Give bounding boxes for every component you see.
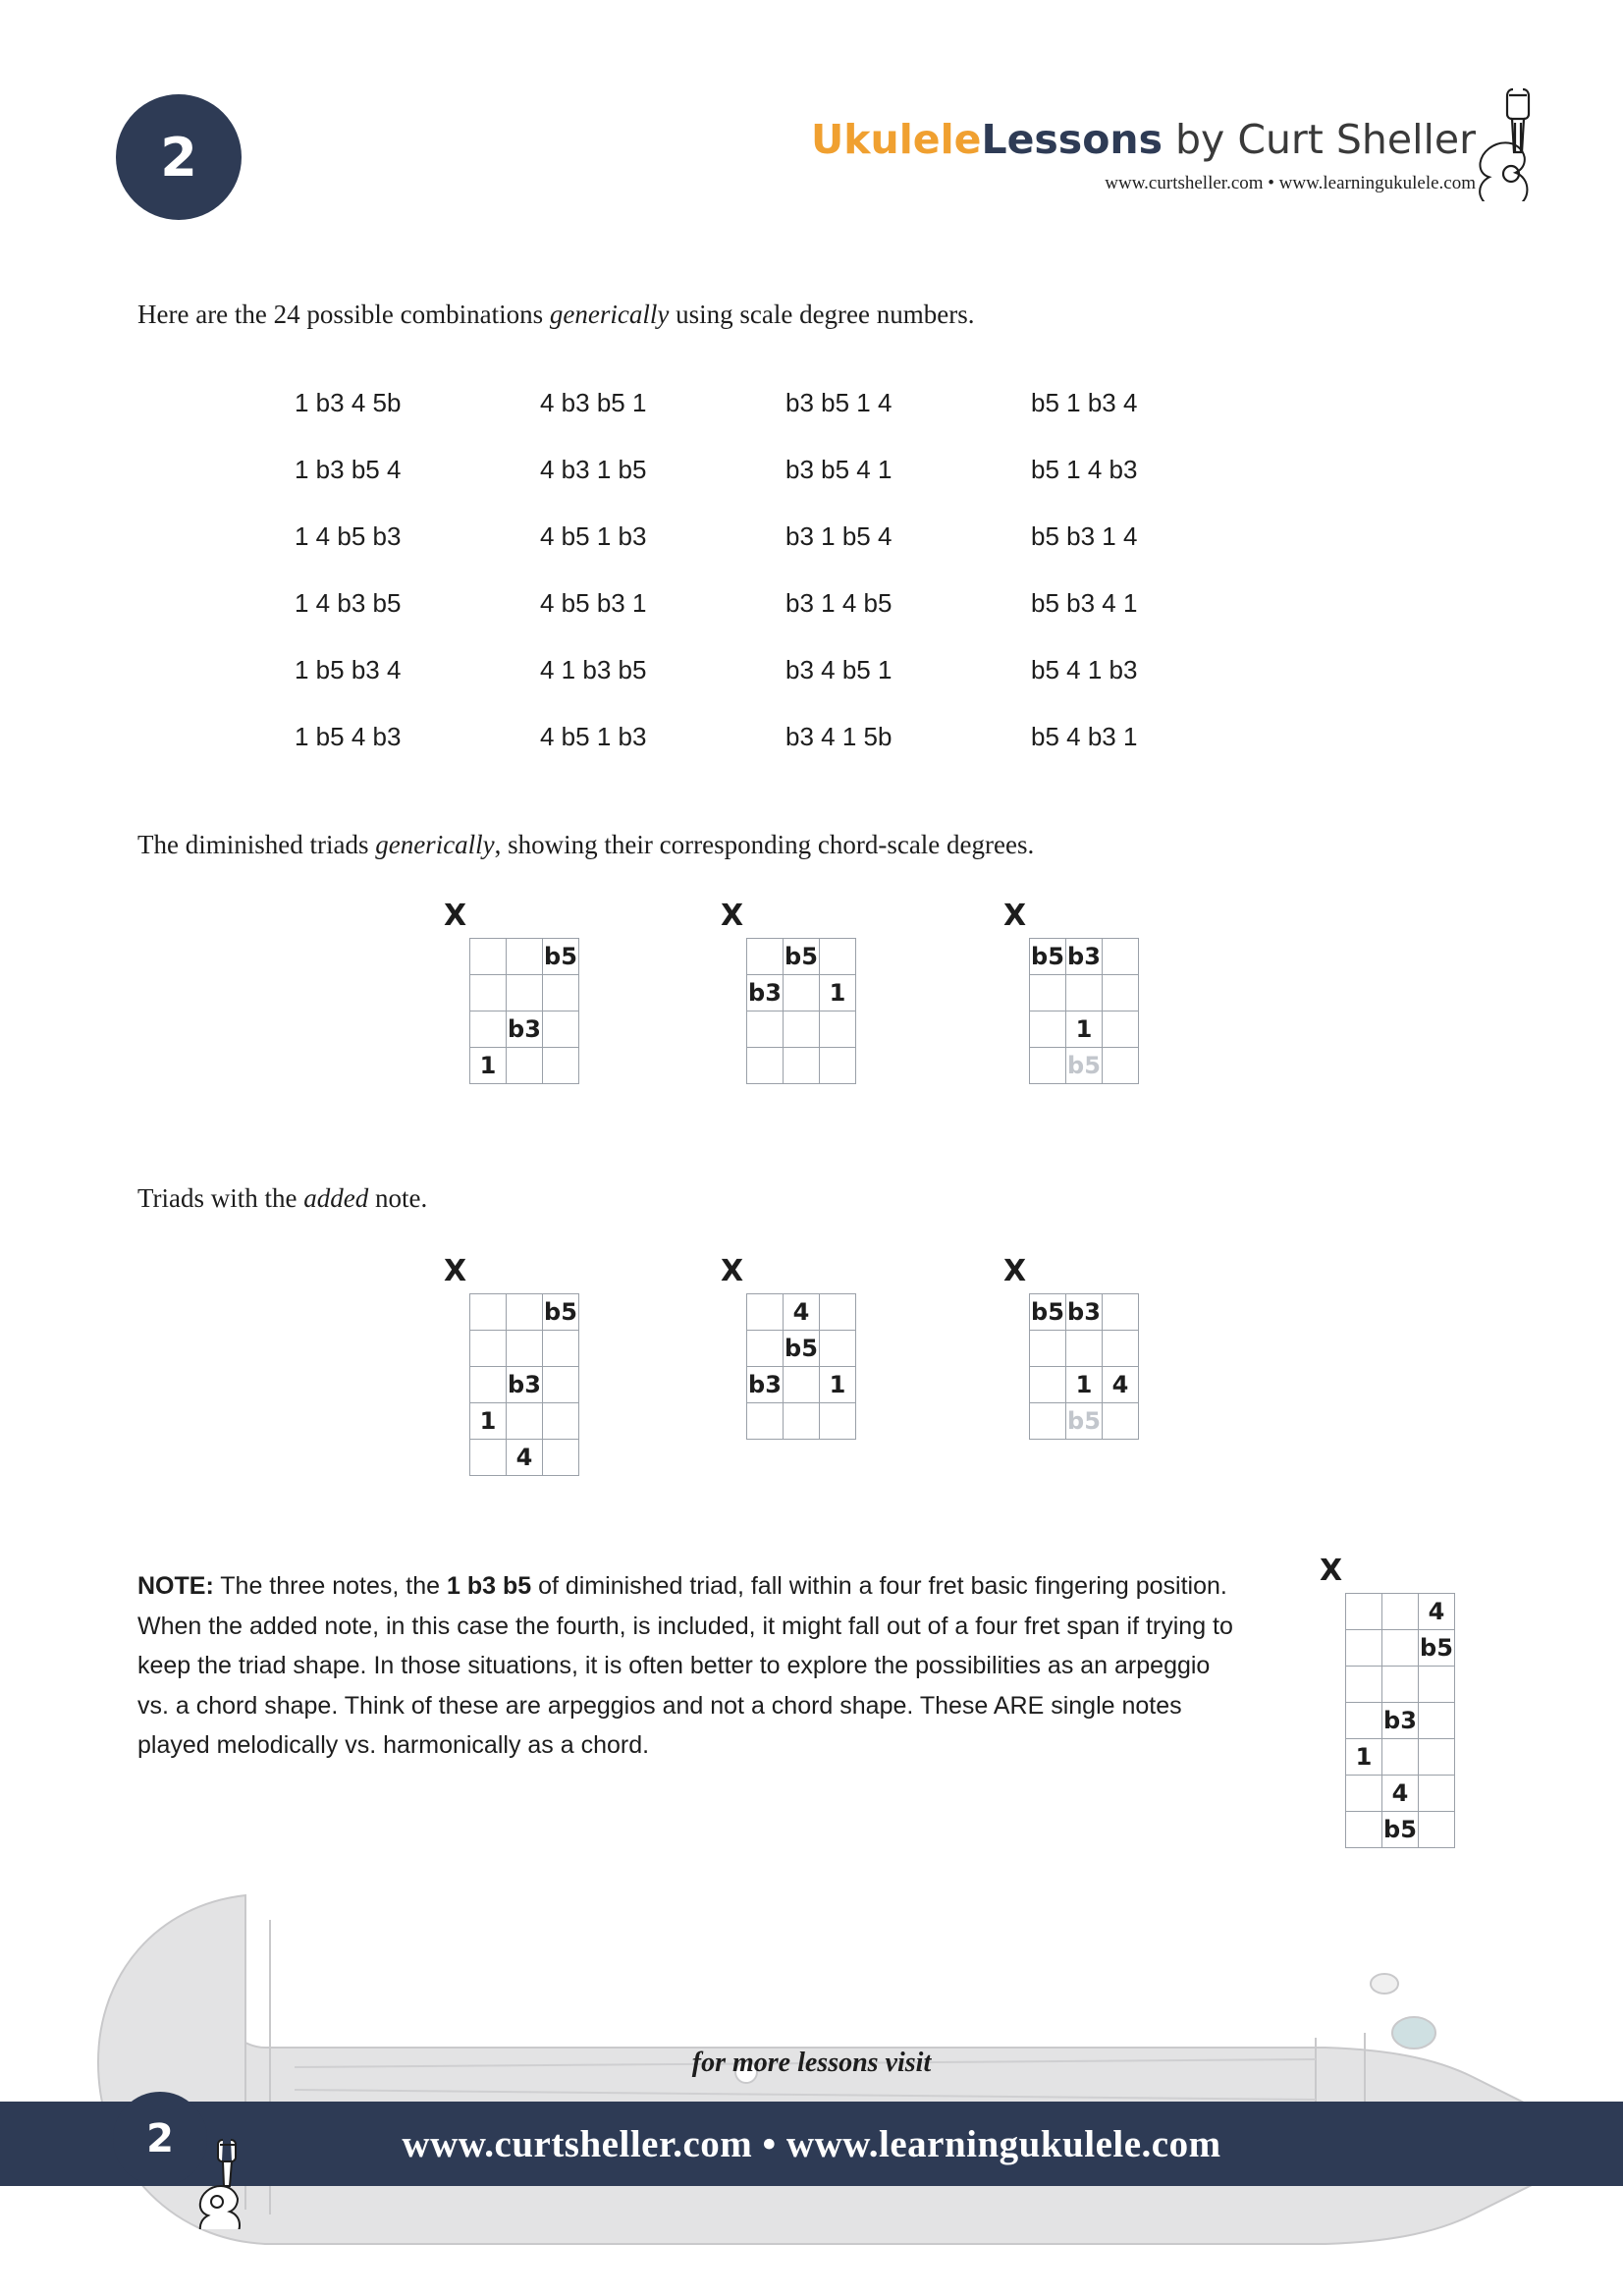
added-text-em: added — [303, 1183, 369, 1213]
fret-row — [1030, 1403, 1139, 1440]
fret-row — [1346, 1776, 1455, 1812]
fret-cell — [784, 1403, 820, 1440]
fret-cell: 4 — [784, 1294, 820, 1331]
fret-cell: b3 — [507, 1011, 543, 1048]
fret-cell — [747, 1294, 784, 1331]
fret-cell — [820, 1011, 856, 1048]
fret-cell — [1030, 1331, 1066, 1367]
fret-cell — [543, 1403, 579, 1440]
fret-row — [470, 1440, 579, 1476]
added-text-post: note. — [368, 1183, 428, 1213]
combination-item: 4 b3 b5 1 — [540, 388, 647, 417]
fret-row — [1030, 975, 1139, 1011]
chord-diagram-dim-3 — [1003, 899, 1139, 1084]
fret-cell — [1419, 1812, 1455, 1848]
chord-diagram-added-1 — [444, 1254, 579, 1476]
fret-cell — [1030, 975, 1066, 1011]
fret-row — [1030, 1331, 1139, 1367]
brand-urls: www.curtsheller.com • www.learningukulele.com — [1105, 173, 1476, 193]
fret-cell: b3 — [1066, 1294, 1103, 1331]
dim-text-pre: The diminished triads — [137, 830, 376, 859]
fret-cell — [1419, 1776, 1455, 1812]
fret-cell: b5 — [543, 1294, 579, 1331]
fret-cell — [1382, 1739, 1419, 1776]
fret-cell: b3 — [747, 1367, 784, 1403]
fret-row — [1030, 1367, 1139, 1403]
fret-cell — [1419, 1739, 1455, 1776]
fret-cell — [1103, 1331, 1139, 1367]
fret-cell — [820, 939, 856, 975]
fret-row — [1346, 1594, 1455, 1630]
fret-cell — [507, 1294, 543, 1331]
fret-cell — [543, 1367, 579, 1403]
combination-item: 4 b5 b3 1 — [540, 588, 647, 618]
fret-row — [1346, 1630, 1455, 1667]
brand-title — [811, 116, 1476, 163]
fret-cell — [1030, 1367, 1066, 1403]
fret-row — [470, 1403, 579, 1440]
fret-cell — [470, 1367, 507, 1403]
combinations-grid — [295, 388, 1276, 789]
muted-string-marker: X — [1320, 1554, 1343, 1588]
fret-cell: b3 — [747, 975, 784, 1011]
fret-cell: b3 — [1382, 1703, 1419, 1739]
fret-row — [1346, 1812, 1455, 1848]
fret-cell — [470, 1331, 507, 1367]
fret-row — [470, 939, 579, 975]
fret-row — [1030, 939, 1139, 975]
fret-row — [1346, 1739, 1455, 1776]
fret-cell — [470, 1011, 507, 1048]
combination-item: b5 4 b3 1 — [1031, 722, 1138, 751]
fret-cell: b5 — [1382, 1812, 1419, 1848]
dim-text-post: , showing their corresponding chord-scale degrees. — [494, 830, 1035, 859]
fret-cell — [784, 1048, 820, 1084]
fret-row — [747, 1403, 856, 1440]
fret-cell — [543, 1440, 579, 1476]
fret-cell: b5 — [784, 1331, 820, 1367]
muted-string-marker: X — [444, 1254, 467, 1288]
fret-cell — [1103, 1403, 1139, 1440]
note-text-2: of diminished triad, fall within a four fret basic fingering position. When the added note, in this case the fourth, is included, it might fall out of a four fret span if trying to keep the triad shape. In those situations, it is often better to explore the possibilities as an arpeggio vs. a chord shape. Think of these are arpeggios and not a chord shape. These ARE single notes played melodically vs. harmonically as a chord. — [137, 1572, 1233, 1759]
footer-urls[interactable]: www.curtsheller.com • www.learningukulele.com — [402, 2122, 1221, 2165]
fret-cell — [543, 1331, 579, 1367]
fret-cell: b5 — [1030, 939, 1066, 975]
added-text-pre: Triads with the — [137, 1183, 304, 1213]
fret-cell: 1 — [470, 1048, 507, 1084]
fret-cell — [470, 1440, 507, 1476]
fret-cell — [1103, 1048, 1139, 1084]
fret-cell: 1 — [1066, 1011, 1103, 1048]
combination-item: 4 1 b3 b5 — [540, 655, 647, 684]
fret-cell — [470, 975, 507, 1011]
diminished-section-paragraph — [137, 830, 1034, 860]
fret-cell — [507, 939, 543, 975]
combination-item: b3 4 b5 1 — [785, 655, 893, 684]
fret-cell — [1030, 1048, 1066, 1084]
fret-cell — [470, 1294, 507, 1331]
combination-item: b5 1 b3 4 — [1031, 388, 1138, 417]
brand-block — [811, 116, 1476, 194]
fret-cell: b3 — [1066, 939, 1103, 975]
note-bold-degrees: 1 b3 b5 — [446, 1572, 532, 1600]
brand-lessons-text: Lessons — [981, 116, 1163, 163]
combination-item: b3 b5 4 1 — [785, 455, 893, 484]
fret-cell — [470, 939, 507, 975]
ukulele-icon — [1436, 83, 1540, 206]
fret-cell: 1 — [1346, 1739, 1382, 1776]
fret-cell — [1419, 1703, 1455, 1739]
chord-diagram-added-3 — [1003, 1254, 1139, 1440]
fret-cell — [1103, 1294, 1139, 1331]
fret-cell — [820, 1048, 856, 1084]
fretboard-grid — [1345, 1593, 1455, 1848]
intro-text-em: generically — [549, 300, 670, 329]
fret-cell — [1346, 1594, 1382, 1630]
fret-cell: 4 — [1419, 1594, 1455, 1630]
fret-cell: b5 — [1419, 1630, 1455, 1667]
fret-cell — [747, 1403, 784, 1440]
muted-string-marker: X — [721, 899, 744, 933]
fret-cell — [747, 1331, 784, 1367]
combination-item: b3 1 b5 4 — [785, 521, 893, 551]
fret-cell: 4 — [1382, 1776, 1419, 1812]
intro-text-pre: Here are the 24 possible combinations — [137, 300, 550, 329]
dim-text-em: generically — [375, 830, 495, 859]
fret-cell — [507, 1403, 543, 1440]
combination-item: 1 b3 b5 4 — [295, 455, 402, 484]
chord-diagram-side — [1320, 1554, 1455, 1848]
fret-cell: b5 — [543, 939, 579, 975]
combination-item: 4 b3 1 b5 — [540, 455, 647, 484]
fret-cell — [507, 1048, 543, 1084]
fret-row — [470, 1048, 579, 1084]
fret-cell — [1346, 1630, 1382, 1667]
fret-row — [1030, 1048, 1139, 1084]
fret-row — [747, 1294, 856, 1331]
fret-cell — [784, 1011, 820, 1048]
fret-cell — [1382, 1594, 1419, 1630]
added-section-paragraph — [137, 1183, 427, 1214]
fret-cell: b3 — [507, 1367, 543, 1403]
chord-diagram-dim-1 — [444, 899, 579, 1084]
fret-cell — [1030, 1011, 1066, 1048]
fret-cell — [543, 1011, 579, 1048]
fret-row — [747, 1048, 856, 1084]
combination-item: b3 4 1 5b — [785, 722, 893, 751]
fret-cell — [784, 975, 820, 1011]
fret-cell — [1103, 939, 1139, 975]
page-number-badge — [116, 94, 242, 220]
fret-cell — [1346, 1703, 1382, 1739]
combination-item: 4 b5 1 b3 — [540, 521, 647, 551]
fret-cell — [820, 1294, 856, 1331]
fret-cell — [1066, 1331, 1103, 1367]
muted-string-marker: X — [1003, 899, 1027, 933]
fret-cell-faded: b5 — [1066, 1048, 1103, 1084]
fret-cell — [1030, 1403, 1066, 1440]
fret-cell — [1346, 1667, 1382, 1703]
fret-row — [747, 1331, 856, 1367]
chord-diagram-dim-2 — [721, 899, 856, 1084]
fret-row — [1030, 1294, 1139, 1331]
fret-row — [470, 1331, 579, 1367]
fret-row — [747, 975, 856, 1011]
fret-row — [470, 975, 579, 1011]
fretboard-grid — [469, 1293, 579, 1476]
fretboard-grid — [1029, 1293, 1139, 1440]
note-block — [137, 1566, 1242, 1766]
fret-row — [1030, 1011, 1139, 1048]
combination-item: b5 4 1 b3 — [1031, 655, 1138, 684]
fret-cell — [820, 1403, 856, 1440]
fret-row — [470, 1294, 579, 1331]
fret-cell: 1 — [820, 975, 856, 1011]
fret-cell: 4 — [507, 1440, 543, 1476]
fret-cell — [747, 939, 784, 975]
fret-row — [470, 1367, 579, 1403]
combination-item: 1 b5 b3 4 — [295, 655, 402, 684]
fret-cell-faded: b5 — [1066, 1403, 1103, 1440]
fret-cell: b5 — [1030, 1294, 1066, 1331]
fret-cell — [1346, 1812, 1382, 1848]
combination-item: b5 b3 1 4 — [1031, 521, 1138, 551]
fretboard-grid — [746, 938, 856, 1084]
combination-item: 1 4 b5 b3 — [295, 521, 402, 551]
page-number-text: 2 — [160, 126, 197, 189]
fretboard-grid — [746, 1293, 856, 1440]
fret-row — [747, 1367, 856, 1403]
fret-cell — [1419, 1667, 1455, 1703]
fret-cell — [1066, 975, 1103, 1011]
combination-item: b3 1 4 b5 — [785, 588, 893, 618]
fret-cell — [543, 975, 579, 1011]
combination-item: 4 b5 1 b3 — [540, 722, 647, 751]
fret-cell — [507, 1331, 543, 1367]
combination-item: 1 b5 4 b3 — [295, 722, 402, 751]
fret-cell: 1 — [1066, 1367, 1103, 1403]
fret-row — [747, 1011, 856, 1048]
fret-cell: 1 — [820, 1367, 856, 1403]
note-label: NOTE: — [137, 1572, 214, 1600]
fret-cell — [820, 1331, 856, 1367]
fretboard-grid — [469, 938, 579, 1084]
intro-paragraph — [137, 300, 975, 330]
footer-tagline: for more lessons visit — [691, 2048, 932, 2078]
combination-item: b3 b5 1 4 — [785, 388, 893, 417]
muted-string-marker: X — [721, 1254, 744, 1288]
fret-cell — [1103, 975, 1139, 1011]
combination-item: b5 1 4 b3 — [1031, 455, 1138, 484]
fret-cell — [1103, 1011, 1139, 1048]
fret-cell — [747, 1011, 784, 1048]
muted-string-marker: X — [1003, 1254, 1027, 1288]
ukulele-icon — [172, 2136, 250, 2234]
fret-cell — [1382, 1630, 1419, 1667]
brand-ukulele-text: Ukulele — [810, 116, 982, 163]
fret-cell: 1 — [470, 1403, 507, 1440]
fret-cell — [1382, 1667, 1419, 1703]
chord-diagram-added-2 — [721, 1254, 856, 1440]
muted-string-marker: X — [444, 899, 467, 933]
combination-item: 1 4 b3 b5 — [295, 588, 402, 618]
note-text-1: The three notes, the — [213, 1572, 447, 1600]
fret-cell — [784, 1367, 820, 1403]
fret-cell — [543, 1048, 579, 1084]
fret-cell — [507, 975, 543, 1011]
fret-cell: 4 — [1103, 1367, 1139, 1403]
fret-row — [747, 939, 856, 975]
combination-item: b5 b3 4 1 — [1031, 588, 1138, 618]
brand-author-text: by Curt Sheller — [1162, 116, 1476, 163]
intro-text-post: using scale degree numbers. — [669, 300, 975, 329]
fret-cell — [747, 1048, 784, 1084]
fret-cell: b5 — [784, 939, 820, 975]
fretboard-grid — [1029, 938, 1139, 1084]
combination-item: 1 b3 4 5b — [295, 388, 402, 417]
fret-row — [1346, 1667, 1455, 1703]
fret-cell — [1346, 1776, 1382, 1812]
footer-page-number: 2 — [146, 2116, 174, 2161]
fret-row — [1346, 1703, 1455, 1739]
fret-row — [470, 1011, 579, 1048]
